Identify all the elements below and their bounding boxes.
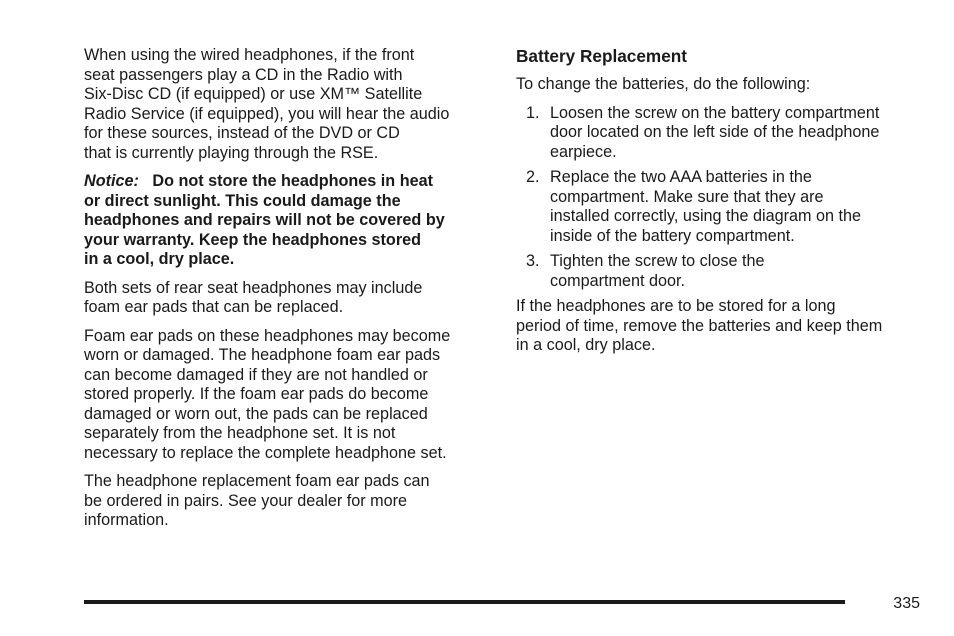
text-line: worn or damaged. The headphone foam ear pads [84,346,441,364]
text-line: be ordered in pairs. See your dealer for more [84,491,408,510]
text-line: If the headphones are to be stored for a long [516,297,836,315]
text-line: period of time, remove the batteries and keep them [516,316,883,335]
text-line: for these sources, instead of the DVD or CD [84,124,400,142]
notice-text: Do not store the headphones in heat [152,172,433,190]
step-text: inside of the battery compartment. [550,226,795,245]
step-number: 1. [526,103,540,122]
list-item [516,104,926,163]
step-text: Loosen the screw on the battery compartment [550,103,880,122]
text-line: information. [84,511,169,529]
right-column [516,46,926,365]
text-line: Radio Service (if equipped), you will hear the audio [84,104,450,123]
text-line: can become damaged if they are not handled or [84,365,428,384]
text-line: Six-Disc CD (if equipped) or use XM™ Satellite [84,85,423,103]
text-line: Both sets of rear seat headphones may include [84,278,423,297]
step-text: door located on the left side of the headphone [550,123,880,141]
foam-ear-pads-paragraph [84,327,494,464]
text-line: seat passengers play a CD in the Radio with [84,65,403,84]
replacement-pads-paragraph [84,472,494,531]
step-text: Tighten the screw to close the [550,252,765,270]
step-number: 3. [526,252,540,270]
list-item [516,252,926,291]
text-line: separately from the headphone set. It is not [84,424,396,442]
left-column [84,46,494,540]
notice-text: or direct sunlight. This could damage the [84,191,401,210]
section-heading: Battery Replacement [516,46,687,66]
intro-paragraph [516,75,926,95]
text-line: that is currently playing through the RSE. [84,143,379,162]
rear-seat-headphones-paragraph [84,279,494,318]
storage-paragraph [516,297,926,356]
text-line: necessary to replace the complete headphone set. [84,443,447,462]
notice-first-line [84,172,494,192]
notice-text: headphones and repairs will not be covered by [84,211,445,229]
notice-block [84,172,494,270]
step-text: earpiece. [550,142,617,161]
text-line: damaged or worn out, the pads can be replaced [84,404,428,423]
text-line: Foam ear pads on these headphones may become [84,326,451,345]
notice-label: Notice: [84,172,139,190]
footer-rule [84,600,845,604]
step-text: compartment door. [550,271,685,290]
steps-list [516,104,926,292]
text-line: The headphone replacement foam ear pads can [84,472,430,490]
text-line: When using the wired headphones, if the front [84,46,415,64]
notice-text: your warranty. Keep the headphones stored [84,230,422,249]
step-number: 2. [526,168,540,186]
step-text: installed correctly, using the diagram on the [550,207,862,225]
text-line: foam ear pads that can be replaced. [84,298,344,316]
step-text: compartment. Make sure that they are [550,187,824,206]
step-text: Replace the two AAA batteries in the [550,168,812,186]
list-item [516,168,926,246]
notice-text: in a cool, dry place. [84,250,235,268]
text-line: in a cool, dry place. [516,336,656,354]
text-line: stored properly. If the foam ear pads do become [84,385,429,403]
text-line: To change the batteries, do the following: [516,75,811,93]
wired-headphones-paragraph [84,46,494,163]
page-number: 335 [893,595,920,612]
